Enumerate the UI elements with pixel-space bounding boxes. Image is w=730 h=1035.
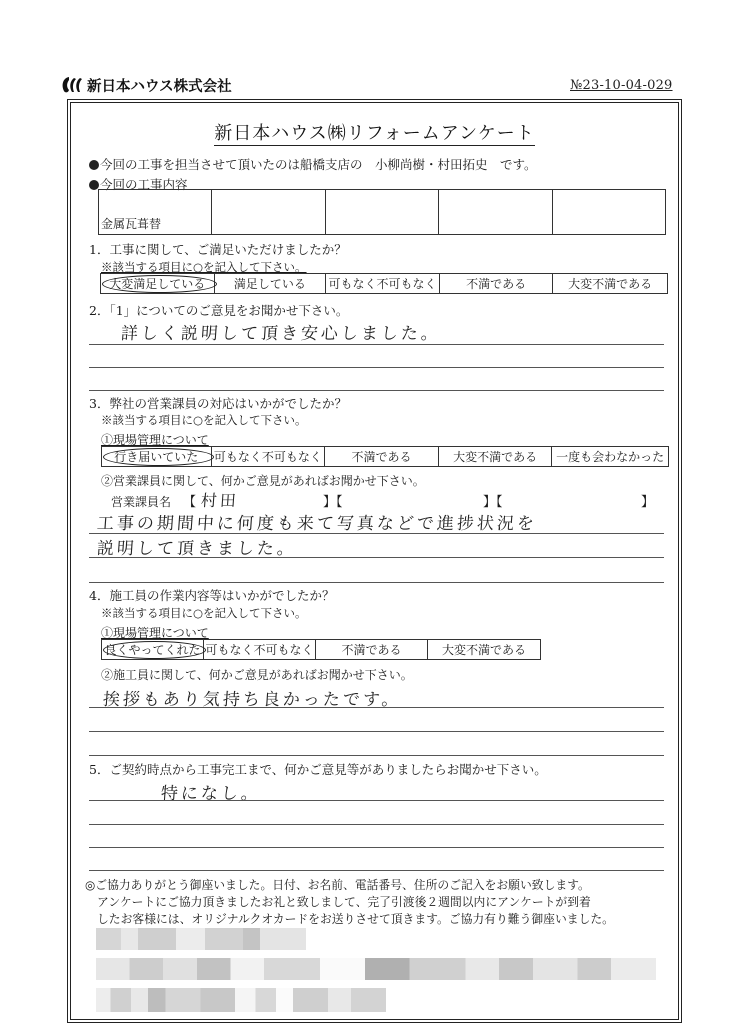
company-name: 新日本ハウス株式会社 xyxy=(87,78,232,95)
work-cell[interactable]: 金属瓦葺替 xyxy=(99,190,212,234)
customer-info-redacted xyxy=(96,928,651,1018)
q3-answer-line-1[interactable]: 工事の期間中に何度も来て写真などで進捗状況を xyxy=(96,514,538,534)
answer-rule xyxy=(89,344,664,345)
q4-instruction: ※該当する項目に○を記入して下さい。 xyxy=(101,606,307,620)
q4-answer-line-1[interactable]: 挨拶もあり気持ち良かったです。 xyxy=(102,690,403,710)
staff-info-line: 今回の工事を担当させて頂いたのは船橋支店の 小柳尚樹・村田拓史 です。 xyxy=(89,155,537,173)
q4-option-dissatisfied[interactable]: 不満である xyxy=(316,640,428,659)
q1-option-very-dissatisfied[interactable]: 大変不満である xyxy=(568,277,653,291)
answer-rule xyxy=(89,824,664,825)
q3-choice-row xyxy=(101,446,669,467)
survey-form-frame xyxy=(67,99,682,1023)
bracket-pair: 】【 xyxy=(483,495,503,510)
footer-note-line-2: アンケートにご協力頂きましたお礼と致しまして、完了引渡後２週間以内にアンケートが到着 xyxy=(97,895,591,909)
sales-staff-name-1[interactable]: 村田 xyxy=(200,491,240,510)
q3-option-never-met[interactable]: 一度も会わなかった xyxy=(556,450,665,464)
answer-rule xyxy=(89,847,664,848)
q2-answer-line-1[interactable]: 詳しく説明して頂き安心しました。 xyxy=(120,324,442,344)
answer-rule xyxy=(89,800,664,801)
answer-rule xyxy=(89,755,664,756)
document-number: №23-10-04-029 xyxy=(570,78,673,93)
q3-option-dissatisfied[interactable]: 不満である xyxy=(325,447,439,466)
q3-option-neutral[interactable]: 可もなく不可もなく xyxy=(212,447,326,466)
bracket-pair: 】【 xyxy=(323,495,343,510)
q5-question: 5．ご契約時点から工事完工まで、何かご意見等がありましたらお聞かせ下さい。 xyxy=(89,762,547,777)
q1-instruction: ※該当する項目に○を記入して下さい。 xyxy=(101,260,307,274)
work-cell[interactable] xyxy=(212,190,325,234)
work-content-label: 今回の工事内容 xyxy=(89,175,188,193)
work-cell[interactable] xyxy=(439,190,552,234)
bracket-open: 【 xyxy=(183,495,197,510)
answer-rule xyxy=(89,870,664,871)
q4-option-very-dissatisfied[interactable]: 大変不満である xyxy=(441,643,526,657)
q4-option-good-work[interactable]: 良くやってくれた xyxy=(102,640,204,659)
q3-option-attentive[interactable]: 行き届いていた xyxy=(102,447,212,466)
answer-rule xyxy=(89,367,664,368)
answer-rule xyxy=(89,390,664,391)
answer-rule xyxy=(89,707,664,708)
q3-sub1-label: ①現場管理について xyxy=(101,433,209,447)
q3-question: 3．弊社の営業課員の対応はいかがでしたか？ xyxy=(89,396,347,411)
q3-sub2-label: ②営業課員に関して、何かご意見があればお聞かせ下さい。 xyxy=(101,474,425,488)
sales-staff-name-row: 営業課員名 xyxy=(111,495,172,509)
q4-question: 4．施工員の作業内容等はいかがでしたか？ xyxy=(89,588,335,603)
q4-sub1-label: ①現場管理について xyxy=(101,626,209,640)
q4-sub2-label: ②施工員に関して、何かご意見があればお聞かせ下さい。 xyxy=(101,668,413,682)
footer-note-line-3: したお客様には、オリジナルクオカードをお送りさせて頂きます。ご協力有り難う御座いました。 xyxy=(97,912,614,926)
q3-option-very-dissatisfied[interactable]: 大変不満である xyxy=(439,447,553,466)
form-title: 新日本ハウス㈱リフォームアンケート xyxy=(214,123,535,144)
answer-rule xyxy=(89,557,664,558)
q1-question: 1．工事に関して、ご満足いただけましたか？ xyxy=(89,242,347,257)
company-header xyxy=(60,74,232,96)
q1-option-neutral[interactable]: 可もなく不可もなく xyxy=(326,274,440,293)
bullet-icon xyxy=(89,160,99,170)
bracket-close: 】 xyxy=(641,495,655,510)
footer-note-line-1: ◎ご協力ありがとう御座いました。日付、お名前、電話番号、住所のご記入をお願い致します。 xyxy=(85,878,590,892)
company-logo-icon xyxy=(60,75,84,95)
q5-answer-line-1[interactable]: 特になし。 xyxy=(160,784,262,804)
q3-instruction: ※該当する項目に○を記入して下さい。 xyxy=(101,413,307,427)
work-cell[interactable] xyxy=(553,190,665,234)
answer-rule xyxy=(89,582,664,583)
answer-rule xyxy=(89,731,664,732)
q1-option-dissatisfied[interactable]: 不満である xyxy=(440,274,554,293)
work-cell[interactable] xyxy=(326,190,439,234)
q3-answer-line-2[interactable]: 説明して頂きました。 xyxy=(96,539,298,559)
q1-option-satisfied[interactable]: 満足している xyxy=(215,274,327,293)
q4-option-neutral[interactable]: 可もなく不可もなく xyxy=(204,640,316,659)
q2-question: 2．「1」についてのご意見をお聞かせ下さい。 xyxy=(89,303,349,318)
work-content-table xyxy=(98,189,666,235)
q1-option-very-satisfied[interactable]: 大変満足している xyxy=(101,274,215,293)
q4-choice-row xyxy=(101,639,541,660)
q1-choice-row xyxy=(100,273,668,294)
